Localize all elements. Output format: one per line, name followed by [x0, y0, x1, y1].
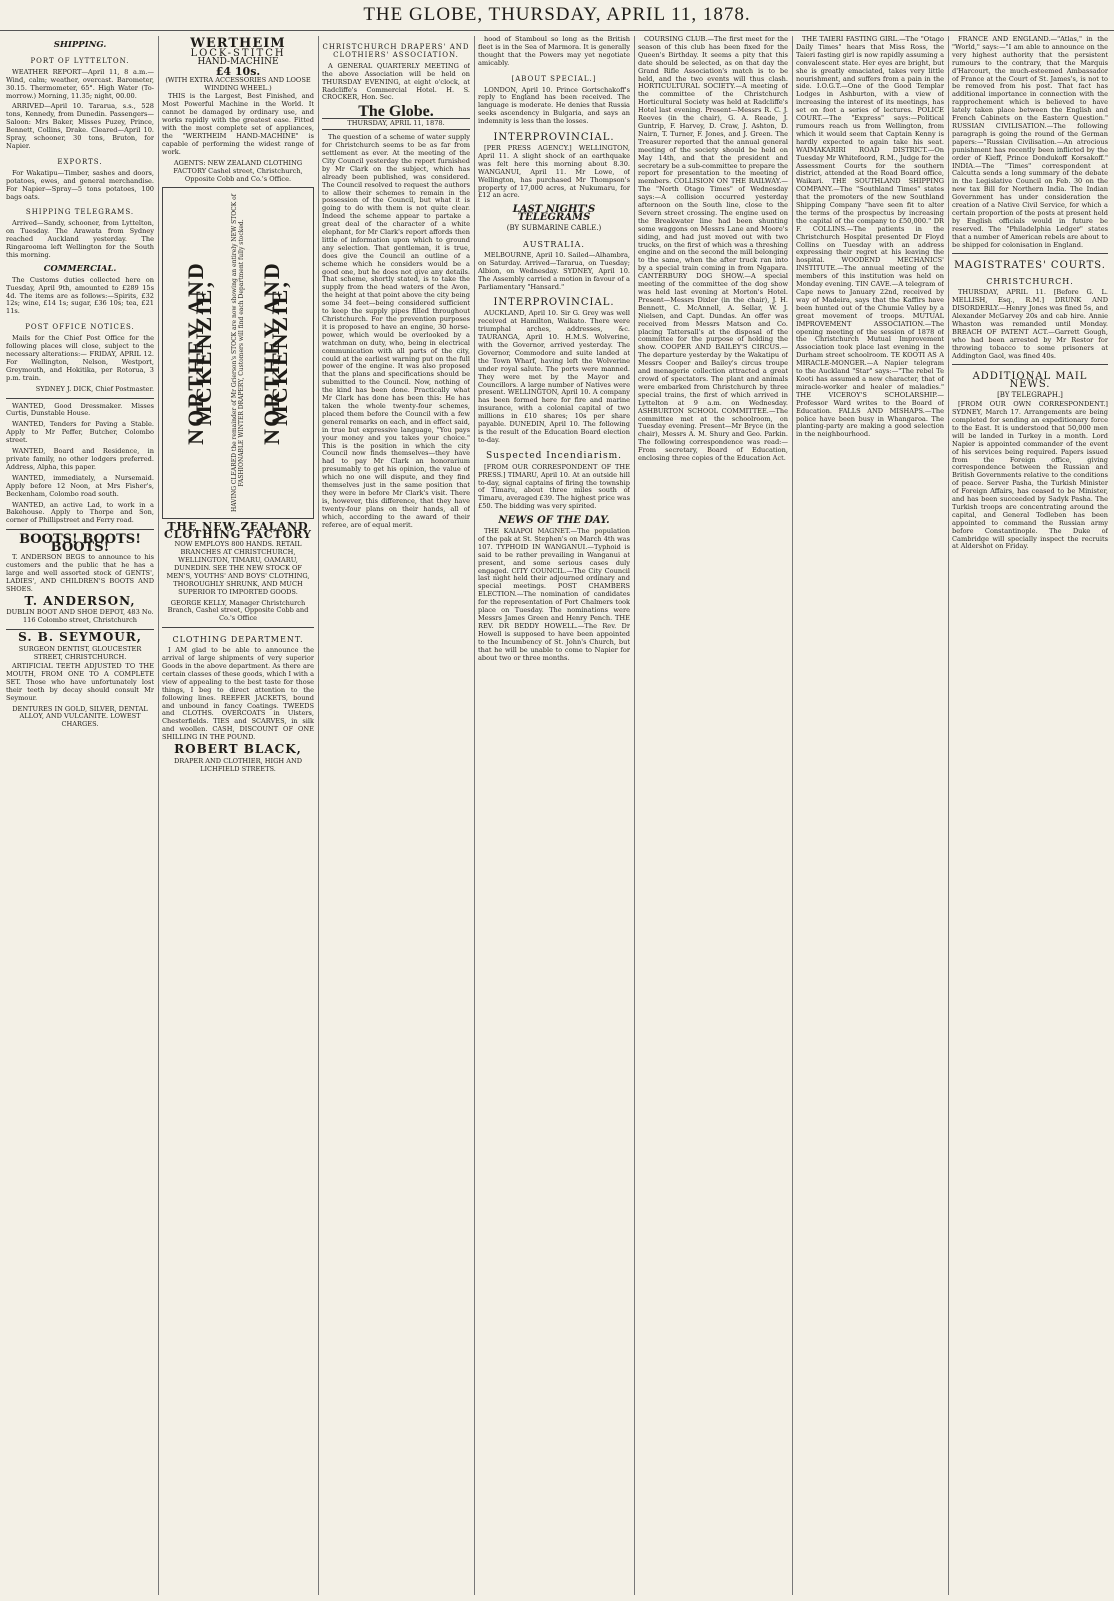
divider [952, 253, 1108, 254]
nz-clothing-heading: THE NEW ZEALAND CLOTHING FACTORY [164, 520, 312, 542]
shipping-telegrams: Arrived—Sandy, schooner, from Lyttelton, on Tuesday. The Arawata from Sydney reached Auckland yesterday. The Ringarooma left Wellington for the South this morning. [6, 219, 154, 259]
seymour-footer: DENTURES IN GOLD, SILVER, DENTAL ALLOY, AND VULCANITE. LOWEST CHARGES. [12, 704, 148, 729]
column-telegrams [478, 36, 630, 1595]
commercial-text: The Customs duties collected here on Tuesday, April 9th, amounted to £289 15s 4d. The items are as follows:—Spirits, £32 12s; wine, £14 1s; sugar, £36 10s; tea, £21 11s. [6, 275, 154, 316]
interprovincial-heading: INTERPROVINCIAL. [493, 132, 615, 144]
by-telegraph-sub: [BY TELEGRAPH.] [997, 391, 1063, 400]
column-rule [158, 36, 159, 1595]
column-local-news [638, 36, 788, 1595]
column-shipping [6, 36, 154, 1595]
wertheim-handmachine: HAND-MACHINE [197, 56, 279, 67]
foreign-news-text: FRANCE AND ENGLAND.—"Atlas," in the "World," says:—"I am able to announce on the very highest authority that the persistent rumours to the contrary, that the Marquis d'Harcourt, the much-esteemed Ambassador of France at the Court of St. James's, is not to be removed from his post. That fact has additional importance in connection with the rapprochement which is believed to have lately taken place between the English and French Cabinets on the Eastern Question." RUSSIAN CIVILISATION.—The following paragraph is going the round of the German papers:—"Russian Civilisation.—An atrocious punishment has recently been inflicted by the order of Kieff, Prince Dondukoff Korsakoff." INDIA.—The "Times" correspondent at Calcutta sends a long summary of the debate in the Legislative Council on Feb. 30 on the new tax Bill for Northern India. The Indian Government has under consideration the creation of a Native Civil Service, for which a certain proportion of the posts at present held by English officials would in future be reserved. The "Philadelphia Ledger" states that a number of American rebels are about to be shipped for colonisation in England. [952, 36, 1108, 249]
masthead: THE GLOBE, THURSDAY, APRIL 11, 1878. [0, 4, 1114, 31]
special-text: LONDON, April 10. Prince Gortschakoff's reply to England has been received. The language is moderate. He denies that Russia seeks ascendency in Bulgaria, and says an indemnity is less than the losses. [478, 85, 630, 126]
news-of-the-day-text: THE KAIAPOI MAGNET.—The population of the pak at St. Stephen's on March 4th was 107. TYPHOID IN WANGANUI.—Typhoid is said to be rather prevailing in Wanganui at present, and some serious cases duly engaged. CITY COUNCIL.—The City Council last night held their adjourned ordinary and special meetings. POST CHAMBERS ELECTION.—The nomination of candidates for the representation of Port Chalmers took place on Tuesday. The nominations were Messrs James Green and Henry Pench. THE REV. DR BEDDY HOWELL.—The Rev. Dr Howell is supposed to have been appointed to the Incumbency of St. John's Church, but that he will be unable to come to Napier for about two or three months. [478, 527, 630, 662]
australia-heading: AUSTRALIA. [523, 240, 585, 250]
post-office-text: Mails for the Chief Post Office for the following places will close, subject to the necessary alterations:— FRIDAY, APRIL 12. For Wellington, Nelson, Westport, Greymouth, and Hokitika, per Rotorua, 3 p.m. train. [6, 334, 154, 382]
local-news-text-2: THE TAIERI FASTING GIRL.—The "Otago Daily Times" hears that Miss Ross, the Taieri fasting girl is now rapidly assuming a convalescent state. Her eyes are bright, but she is greatly emaciated, takes very little nourishment, and suffers from a pain in the side. I.O.G.T.—One of the Good Templar Lodges in Ashburton, with a view of increasing the interest of its meetings, has set on foot a series of lectures. POLICE COURT.—The "Express" says:—Political rumours reach us from Wellington, from which it would seem that Captain Kenny is hardly expected to again take his seat. WAIMAKARIRI ROAD DISTRICT.—On Tuesday Mr Whitefoord, R.M., Judge for the Assessment Courts for the southern district, attended at the Road Board office, Waikari. THE SOUTHLAND SHIPPING COMPANY.—The "Southland Times" states that the promoters of the new Southland Shipping Company "have seen fit to alter the terms of the prospectus by increasing the capital of the company to £50,000." DR F. COLLINS.—The patients in the Christchurch Hospital presented Dr Floyd Collins on Tuesday with an address expressing their regret at his leaving the hospital. WOODEND MECHANICS' INSTITUTE.—The annual meeting of the members of this institution was held on Monday evening. TIN CAVE.—A telegram of Cape news to January 22nd, received by way of Madeira, says that the Kaffirs have been hunted out of the Chumie Valley by a great movement of troops. MUTUAL IMPROVEMENT ASSOCIATION.—The opening meeting of the session of 1878 of the Christchurch Mutual Improvement Association took place last evening in the Durham street schoolroom. TE KOOTI AS A MIRACLE-MONGER.—A Napier telegram to the Auckland "Star" says:—"The rebel Te Kooti has assumed a new character, that of miracle-worker and healer of maladies." THE VICEROY'S SCHOLARSHIP.—Professor Ward writes to the Board of Education. FALLS AND MISHAPS.—The police have been busy in Whangaroa. The planting-party are making a good selection in the neighbourhood. [796, 36, 944, 439]
nz-clothing-manager: GEORGE KELLY, Manager Christchurch Branch, Cashel street, Opposite Cobb and Co.'s Office [167, 598, 309, 623]
interprovincial-text-2: AUCKLAND, April 10. Sir G. Grey was well received at Hamilton, Waikato. There were triumphal arches, addresses, &c. TAURANGA, April 10. H.M.S. Wolverine, with the Governor, arrived yesterday. The Governor, Commodore and suite landed at the Town Wharf, having left the Wolverine under royal salute. The ports were manned. They were met by the Mayor and Councillors. A large number of Natives were present. WELLINGTON, April 10. A company has been formed here for fire and marine insurance, with a colonial capital of two millions in £10 shares; 10s per share payable. DUNEDIN, April 10. The following is the result of the Education Board election to-day. [478, 309, 630, 444]
anderson-ad-text: T. ANDERSON BEGS to announce to his customers and the public that he has a large and well assorted stock of GENTS', LADIES', AND CHILDREN'S BOOTS AND SHOES. [6, 553, 154, 593]
nz-clothing-text: NOW EMPLOYS 800 HANDS. RETAIL BRANCHES AT CHRISTCHURCH, WELLINGTON, TIMARU, OAMARU, DUNEDIN. SEE THE NEW STOCK OF MEN'S, YOUTHS' AND BOYS' CLOTHING, THOROUGHLY SHRUNK, AND MUCH SUPERIOR TO IMPORTED GOODS. [166, 540, 310, 596]
wertheim-extras: (WITH EXTRA ACCESSORIES AND LOOSE WINDING WHEEL.) [165, 75, 311, 92]
seymour-subtitle: SURGEON DENTIST, GLOUCESTER STREET, CHRISTCHURCH. [18, 645, 142, 662]
column-rule [318, 36, 319, 1595]
robert-black-subtitle: DRAPER AND CLOTHIER, HIGH AND LICHFIELD STREETS. [173, 756, 303, 773]
submarine-cable-sub: (BY SUBMARINE CABLE.) [506, 224, 602, 233]
column-rule [474, 36, 475, 1595]
column-rule [634, 36, 635, 1595]
clothing-department-text: I AM glad to be able to announce the arrival of large shipments of very superior Goods in the above department. As there are certain classes of these goods, which I with a view of appealing to the best taste for those things, I beg to direct attention to the following lines. REEFER JACKETS, bound and unbound in fancy Coatings. TWEEDS and CLOTHS. OVERCOATS in Ulsters, Chesterfields. TIES and SCARVES, in silk and woollen. CASH, DISCOUNT OF ONE SHILLING IN THE POUND. [162, 646, 314, 742]
divider [6, 529, 154, 530]
post-office-heading: POST OFFICE NOTICES. [25, 323, 135, 332]
wanted-ad: WANTED, Good Dressmaker. Misses Curtis, Dunstable House. [6, 401, 154, 418]
exports: For Wakatipu—Timber, sashes and doors, potatoes, ewes, and general merchandise. For Napier—Spray—5 tons potatoes, 100 bags oats. [6, 168, 154, 201]
divider [162, 627, 314, 628]
paper-title: The Globe. [358, 103, 434, 121]
wertheim-heading: WERTHEIM [190, 36, 286, 51]
editorial-dateline: THURSDAY, APRIL 11, 1878. [322, 118, 470, 130]
interprovincial-heading-2: INTERPROVINCIAL. [493, 297, 615, 309]
special-heading: [ABOUT SPECIAL.] [511, 74, 597, 83]
last-night-telegrams-heading: LAST NIGHT'S TELEGRAMS [512, 204, 596, 224]
wanted-ad: WANTED, an active Lad, to work in a Bakehouse. Apply to Thorpe and Son, corner of Phillipstreet and Ferry road. [6, 500, 154, 525]
magistrates-courts-text: THURSDAY, APRIL 11. [Before G. L. MELLISH, Esq., R.M.] DRUNK AND DISORDERLY.—Henry Jones was fined 5s, and Alexander McGarvey 20s and cab hire. Annie Whaston was remanded until Monday. BREACH OF PATENT ACT.—Garrett Gough, who had been arrested by Mr Restor for throwing tobacco to some prisoners at Addington Gaol, was fined 40s. [952, 288, 1108, 360]
continued-text: hood of Stamboul so long as the British fleet is in the Sea of Marmora. It is generally thought that the Powers may yet negotiate amicably. [478, 36, 630, 67]
wertheim-text: THIS is the Largest, Best Finished, and Most Powerful Machine in the World. It cannot be damaged by ordinary use, and works rapidly with the greatest ease. Fitted with the most complete set of appliances, the "WERTHEIM HAND-MACHINE" is capable of performing the widest range of work. [162, 92, 314, 156]
robert-black-name: ROBERT BLACK, [174, 742, 302, 757]
wertheim-lockstitch: LOCK-STITCH [190, 47, 286, 59]
boots-ad-heading: BOOTS! BOOTS! BOOTS! [19, 532, 141, 556]
northey-mckenzie-title-2: NORTHEY AND MCKENZIE, [259, 261, 292, 446]
wanted-ad: WANTED, Board and Residence, in private family, no other lodgers preferred. Address, Alpha, this paper. [6, 447, 154, 471]
incendiarism-text: [FROM OUR CORRESPONDENT OF THE PRESS.] TIMARU, April 10. At an outside hill to-day, signal captains of firing the township of Timaru, about three miles south of Timaru, averaged £39. The highest price was £50. The bidding was very spirited. [478, 462, 630, 511]
association-notice: A GENERAL QUARTERLY MEETING of the above Association will be held on THURSDAY EVENING, at eight o'clock, at Radcliffe's Commercial Hotel. H. S. CROCKER, Hon. Sec. [322, 61, 470, 102]
association-heading: CHRISTCHURCH DRAPERS' AND CLOTHIERS' ASSOCIATION. [322, 43, 470, 59]
wertheim-agents: AGENTS: NEW ZEALAND CLOTHING FACTORY Cashel street, Christchurch, Opposite Cobb and Co.'s Office. [173, 158, 303, 183]
australia-text: MELBOURNE, April 10. Sailed—Alhambra, on Saturday. Arrived—Tararua, on Tuesday; Albion, on Wednesday. SYDNEY, April 10. The Assembly carried a motion in favour of a Parliamentary "Hansard." [478, 250, 630, 291]
seymour-name: S. B. SEYMOUR, [18, 630, 142, 645]
section-heading-commercial: COMMERCIAL. [43, 263, 117, 274]
weather-report: WEATHER REPORT—April 11, 8 a.m.—Wind, calm; weather, overcast. Barometer, 30.15. Thermometer, 65°. High Water (To-morrow.) Morning, 11.35; night, 00.00. [6, 67, 154, 100]
section-heading-shipping: SHIPPING. [53, 40, 107, 50]
additional-mail-news-text: [FROM OUR OWN CORRESPONDENT.] SYDNEY, March 17. Arrangements are being completed for sending an expeditionary force to the East. It is understood that 50,000 men will be landed in Turkey in a month. Lord Napier is appointed commander of the event of his services being required. Papers issued from the Foreign office, giving correspondence between the Russian and British Governments relative to the conditions of peace. Server Pasha, the Turkish Minister of Foreign Affairs, has ceased to be Minister, and has been succeeded by Sadyk Pasha. The Turkish troops are concentrating around the capital, and General Todleben has been appointed to command the Russian army before Constantinople. The Duke of Cambridge will specially inspect the recruits at Aldershot on Friday. [952, 400, 1108, 551]
news-of-the-day-heading: NEWS OF THE DAY. [498, 515, 610, 527]
northey-mckenzie-title: NORTHEY AND MCKENZIE, [183, 261, 216, 446]
exports-heading: EXPORTS. [57, 157, 103, 166]
clothing-department-heading: CLOTHING DEPARTMENT. [172, 635, 304, 645]
shipping-telegrams-heading: SHIPPING TELEGRAMS. [25, 208, 135, 217]
seymour-text: ARTIFICIAL TEETH ADJUSTED TO THE MOUTH, FROM ONE TO A COMPLETE SET. Those who have unfortunately lost their teeth by decay should consult Mr Seymour. [6, 662, 154, 702]
anderson-name: T. ANDERSON, [24, 593, 136, 608]
local-news-text: COURSING CLUB.—The first meet for the season of this club has been fixed for the Queen's Birthday. It seems a pity that this date should be selected, as on that day the Grand Rifle Association's match is to be held, and the two events will thus clash. HORTICULTURAL SOCIETY.—A meeting of the committee of the Christchurch Horticultural Society was held at Radcliffe's Hotel last evening. Present—Messrs R. C. J. Reeves (in the chair), G. A. Reade, J. Guntrip, F. Harvey, D. Craw, J. Ashton, D. Nairn, T. Turner, F. Jones, and J. Green. The Treasurer reported that the annual general meeting of the society should be held on May 14th, and that the president and secretary be a sub-committee to prepare the report for presentation to the meeting of members. COLLISION ON THE RAILWAY.—The "North Otago Times" of Wednesday says:—A collision occurred yesterday afternoon on the South line, close to the Severn street crossing. The engine used on the Breakwater line had been shunting some waggons on Messrs Lane and Moore's siding, and had just moved out with two trucks, on the first of which was a threshing engine and on the second the mill belonging to the same, when the after truck ran into by a special train coming in from Ngapara. CANTERBURY DOG SHOW.—A special meeting of the committee of the dog show was held last evening at Morton's Hotel. Present—Messrs Dixler (in the chair), J. H. Bennett, C. McAnnell, A. Sellar, W. J. Nielsen, and Capt. Dundas. An offer was received from Messrs Matson and Co. placing Tattersall's at the disposal of the committee for the purpose of holding the show. COOPER AND BAILEY'S CIRCUS.—The departure yesterday by the Wakatipu of Messrs Cooper and Bailey's circus troupe and menagerie collection attracted a great crowd of spectators. The plant and animals were embarked from Christchurch by three special trains, the first of which arrived in Lyttelton at 9 a.m. on Wednesday. ASHBURTON SCHOOL COMMITTEE.—The committee met at the schoolroom, on Tuesday evening. Present—Mr Bryce (in the chair), Messrs A. M. Shury and Geo. Parkin. The following correspondence was read:—From secretary, Board of Education, enclosing three copies of the Education Act. [638, 36, 788, 463]
additional-mail-news-heading: ADDITIONAL MAIL NEWS. [972, 371, 1088, 391]
divider [6, 398, 154, 399]
divider [952, 364, 1108, 365]
column-rule [948, 36, 949, 1595]
editorial-text: The question of a scheme of water supply for Christchurch seems to be as far from settlement as ever. At the meeting of the City Council yesterday the report furnished by Mr Clark on the subject, which has already been published, was considered. The Council resolved to request the authors to allow their schemes to remain in the possession of the Council, but what it is going to do with them is not quite clear. Indeed the scheme appear to partake a great deal of the character of a white elephant, for Mr Clark's report affords then little of information upon which to ground any selection. That gentleman, it is true, does give the Council an outline of a scheme which he considers would be a good one, but he does not give any details. That scheme, shortly stated, is to take the supply from the head waters of the Avon, the height at that point above the city being some 34 feet—being considered sufficient to keep the supply pipes filled throughout Christchurch. For the prevention purposes it is proposed to have an engine, 30 horse-power, which would be overlooked by a watchman on duty, who, being in electrical communication with all parts of the city, could at the earliest warning put on the full power of the engine. It was also proposed that the plans and specifications should be submitted to the Council. Now, nothing of the kind has been done. Practically what Mr Clark has done has been this: He has taken the whole twenty-four schemes, placed them before the Council with a few general remarks on each, and in effect said, in true but expressive language, "You pays your money and you takes your choice." This is the position in which the city Council now finds themselves—they have had to pay Mr Clark an honorarium presumably to get his opinion, the value of which no one will dispute, and they find themselves just in the same position that they were in before Mr Clark's visit. There is, however, this difference, that they have twenty-four plans on their hands, all of which, according to the award of their referee, are of equal merit. [322, 133, 470, 529]
port-heading: PORT OF LYTTELTON. [30, 56, 130, 65]
column-editorial [322, 36, 470, 1595]
wertheim-price: £4 10s. [215, 64, 261, 78]
christchurch-subheading: CHRISTCHURCH. [986, 277, 1074, 287]
column-advertisements [162, 36, 314, 1595]
northey-mckenzie-text: HAVING CLEARED the remainder of Mr Grierson's STOCK are now showing an entirely NEW STOCK of FASHIONABLE WINTER DRAPERY, Customers will find each Department fully stocked. [231, 194, 245, 513]
anderson-address: DUBLIN BOOT AND SHOE DEPOT, 483 No. 116 Colombo street, Christchurch [6, 608, 154, 625]
arrivals: ARRIVED—April 10. Tararua, s.s., 528 tons, Kennedy, from Dunedin. Passengers—Saloon: Mrs Baker, Misses Puzey, Prince, Bennett, Collins, Drake. Cleared—April 10. Spray, schooner, 30 tons, Bruton, for Napier. [6, 102, 154, 150]
column-local-news-2 [796, 36, 944, 1595]
interprovincial-text: [PER PRESS AGENCY.] WELLINGTON, April 11. A slight shock of an earthquake was felt here this morning about 8.30. WANGANUI, April 11. Mr Lowe, of Wellington, has purchased Mr Thompson's property of 17,000 acres, at Nukumaru, for £12 an acre. [478, 143, 630, 200]
northey-mckenzie-ad [162, 187, 314, 519]
column-rule [792, 36, 793, 1595]
postmaster-signature: SYDNEY J. DICK, Chief Postmaster. [35, 384, 154, 393]
wanted-ad: WANTED, immediately, a Nursemaid. Apply before 12 Noon, at Mrs Fisher's, Beckenham, Colombo road south. [6, 473, 154, 498]
incendiarism-heading: Suspected Incendiarism. [486, 450, 622, 461]
wanted-ad: WANTED, Tenders for Paving a Stable. Apply to Mr Peffer, Butcher, Colombo street. [6, 420, 154, 445]
column-foreign-news [952, 36, 1108, 1595]
magistrates-courts-heading: MAGISTRATES' COURTS. [954, 260, 1106, 272]
